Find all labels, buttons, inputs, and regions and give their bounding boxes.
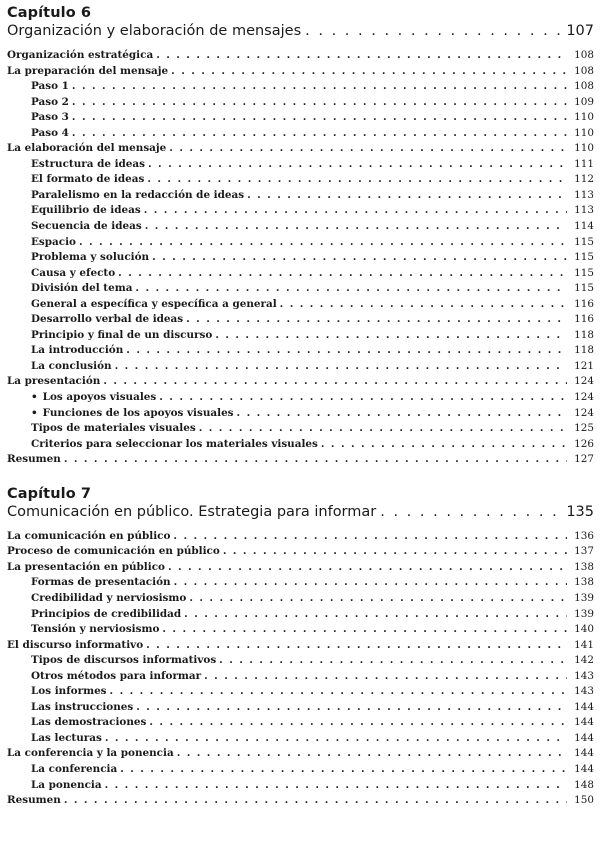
entry-page-number: 124 <box>574 406 594 419</box>
toc-entry[interactable] <box>7 622 594 638</box>
entry-page-number: 127 <box>574 453 594 466</box>
entry-page-number: 144 <box>574 731 594 744</box>
leader-dots <box>79 235 567 251</box>
entry-title: La introducción <box>31 344 124 357</box>
entry-page-number: 115 <box>574 235 594 248</box>
toc-entry[interactable] <box>7 312 594 328</box>
toc-entry[interactable] <box>7 560 594 576</box>
toc-entry[interactable] <box>7 544 594 560</box>
toc-entry[interactable] <box>7 157 594 173</box>
toc-entry[interactable] <box>7 653 594 669</box>
leader-dots <box>115 359 567 375</box>
leader-dots <box>118 266 567 282</box>
entry-page-number: 125 <box>574 422 594 435</box>
entry-title: Equilibrio de ideas <box>31 204 141 217</box>
chapter-title-line <box>7 22 594 40</box>
leader-dots <box>171 64 567 80</box>
leader-dots <box>280 297 567 313</box>
toc-entry[interactable] <box>7 684 594 700</box>
entry-title: La elaboración del mensaje <box>7 142 167 155</box>
leader-dots <box>105 731 567 747</box>
entry-title: General a específica y específica a general <box>31 297 277 310</box>
entry-title: Tensión y nerviosismo <box>31 623 160 636</box>
toc-entry[interactable] <box>7 48 594 64</box>
leader-dots <box>120 762 567 778</box>
chapter-7 <box>7 481 594 809</box>
leader-dots <box>72 79 567 95</box>
leader-dots <box>126 343 567 359</box>
leader-dots <box>184 607 567 623</box>
leader-dots <box>199 421 567 437</box>
entry-title: Otros métodos para informar <box>31 669 202 682</box>
entry-title: Resumen <box>7 453 61 466</box>
leader-dots <box>72 95 567 111</box>
entry-page-number: 110 <box>574 142 594 155</box>
toc-entry[interactable] <box>7 437 594 453</box>
entry-page-number: 144 <box>574 700 594 713</box>
entry-page-number: 124 <box>574 391 594 404</box>
entry-title: Paso 4 <box>31 126 69 139</box>
entry-page-number: 121 <box>574 359 594 372</box>
entry-page-number: 109 <box>574 95 594 108</box>
entry-title: Las instrucciones <box>31 700 134 713</box>
entry-title: Las demostraciones <box>31 716 147 729</box>
entry-page-number: 111 <box>574 157 594 170</box>
entry-title: Tipos de materiales visuales <box>31 422 196 435</box>
entry-title: La ponencia <box>31 778 102 791</box>
entry-title: Los informes <box>31 685 107 698</box>
leader-dots <box>64 452 567 468</box>
leader-dots <box>146 638 567 654</box>
entry-page-number: 139 <box>574 591 594 604</box>
entry-title: El discurso informativo <box>7 638 144 651</box>
entry-title: Paso 2 <box>31 95 69 108</box>
entry-page-number: 115 <box>574 282 594 295</box>
entry-page-number: 137 <box>574 545 594 558</box>
entry-page-number: 138 <box>574 576 594 589</box>
leader-dots <box>380 503 562 521</box>
entry-page-number: 113 <box>574 188 594 201</box>
entry-page-number: 108 <box>574 64 594 77</box>
table-of-contents <box>7 0 594 809</box>
entry-page-number: 139 <box>574 607 594 620</box>
entry-page-number: 143 <box>574 669 594 682</box>
leader-dots <box>162 622 567 638</box>
leader-dots <box>223 544 567 560</box>
entry-title: Formas de presentación <box>31 576 171 589</box>
chapter-title-line <box>7 503 594 521</box>
toc-entry[interactable] <box>7 250 594 266</box>
entry-page-number: 144 <box>574 747 594 760</box>
toc-entry[interactable] <box>7 390 594 406</box>
entry-title: Espacio <box>31 235 76 248</box>
entry-page-number: 150 <box>574 794 594 807</box>
chapter-page-number: 107 <box>566 23 594 39</box>
entry-title: Resumen <box>7 794 61 807</box>
entry-title: La presentación <box>7 375 101 388</box>
entry-title: Organización estratégica <box>7 49 154 61</box>
leader-dots <box>144 203 567 219</box>
entry-title: Proceso de comunicación en público <box>7 545 220 558</box>
leader-dots <box>147 172 567 188</box>
chapter-6 <box>7 0 594 468</box>
toc-entry[interactable] <box>7 188 594 204</box>
toc-entry[interactable] <box>7 266 594 282</box>
leader-dots <box>149 715 567 731</box>
chapter-title: Organización y elaboración de mensajes <box>7 23 302 39</box>
leader-dots <box>219 653 567 669</box>
leader-dots <box>169 141 567 157</box>
toc-entry[interactable] <box>7 79 594 95</box>
bullet-icon: • <box>31 391 38 404</box>
leader-dots <box>321 437 567 453</box>
chapter-label: Capítulo 7 <box>7 485 92 502</box>
toc-entry[interactable] <box>7 669 594 685</box>
entry-list <box>7 529 594 809</box>
toc-entry[interactable] <box>7 343 594 359</box>
entry-page-number: 113 <box>574 204 594 217</box>
entry-page-number: 142 <box>574 654 594 667</box>
leader-dots <box>168 560 567 576</box>
leader-dots <box>72 126 567 142</box>
leader-dots <box>186 312 567 328</box>
entry-page-number: 116 <box>574 297 594 310</box>
toc-entry[interactable] <box>7 529 594 545</box>
entry-title: La conclusión <box>31 359 112 372</box>
entry-title: Credibilidad y nerviosismo <box>31 591 187 604</box>
toc-entry[interactable] <box>7 359 594 375</box>
leader-dots <box>145 219 567 235</box>
bullet-icon: • <box>31 406 38 419</box>
entry-title: Problema y solución <box>31 251 150 264</box>
leader-dots <box>156 48 567 64</box>
toc-entry[interactable] <box>7 328 594 344</box>
entry-page-number: 144 <box>574 716 594 729</box>
leader-dots <box>189 591 567 607</box>
entry-page-number: 115 <box>574 251 594 264</box>
toc-entry[interactable] <box>7 452 594 468</box>
entry-page-number: 126 <box>574 437 594 450</box>
leader-dots <box>136 700 567 716</box>
toc-entry[interactable] <box>7 700 594 716</box>
leader-dots <box>215 328 567 344</box>
leader-dots <box>159 390 567 406</box>
leader-dots <box>72 110 567 126</box>
entry-page-number: 143 <box>574 685 594 698</box>
leader-dots <box>64 793 567 809</box>
leader-dots <box>177 746 567 762</box>
leader-dots <box>105 778 567 794</box>
entry-title: Criterios para seleccionar los materiales visuales <box>31 437 318 450</box>
entry-title: Principios de credibilidad <box>31 607 182 620</box>
entry-title: Secuencia de ideas <box>31 220 142 233</box>
entry-title: Principio y final de un discurso <box>31 328 213 341</box>
entry-page-number: 112 <box>574 173 594 186</box>
entry-page-number: 115 <box>574 266 594 279</box>
toc-entry[interactable] <box>7 762 594 778</box>
leader-dots <box>148 157 567 173</box>
entry-title: Los apoyos visuales <box>42 391 157 404</box>
leader-dots <box>152 250 567 266</box>
toc-entry[interactable] <box>7 219 594 235</box>
entry-page-number: 140 <box>574 623 594 636</box>
toc-entry[interactable] <box>7 95 594 111</box>
entry-title: Desarrollo verbal de ideas <box>31 313 184 326</box>
toc-entry[interactable] <box>7 235 594 251</box>
entry-page-number: 144 <box>574 762 594 775</box>
toc-entry[interactable] <box>7 110 594 126</box>
entry-page-number: 116 <box>574 313 594 326</box>
leader-dots <box>174 575 567 591</box>
entry-page-number: 108 <box>574 80 594 93</box>
toc-entry[interactable] <box>7 126 594 142</box>
toc-entry[interactable] <box>7 731 594 747</box>
entry-list <box>7 48 594 468</box>
entry-title: Funciones de los apoyos visuales <box>42 406 234 419</box>
leader-dots <box>305 22 562 40</box>
entry-page-number: 148 <box>574 778 594 791</box>
leader-dots <box>173 529 567 545</box>
entry-page-number: 141 <box>574 638 594 651</box>
leader-dots <box>247 188 567 204</box>
toc-entry[interactable] <box>7 172 594 188</box>
toc-entry[interactable] <box>7 715 594 731</box>
entry-title: Tipos de discursos informativos <box>31 654 217 667</box>
toc-entry[interactable] <box>7 297 594 313</box>
entry-page-number: 114 <box>574 220 594 233</box>
entry-title: La presentación en público <box>7 560 165 573</box>
entry-title: La conferencia y la ponencia <box>7 747 174 760</box>
entry-page-number: 124 <box>574 375 594 388</box>
toc-entry[interactable] <box>7 281 594 297</box>
leader-dots <box>103 374 567 390</box>
toc-entry[interactable] <box>7 374 594 390</box>
entry-title: Paralelismo en la redacción de ideas <box>31 188 245 201</box>
chapter-page-number: 135 <box>566 503 594 520</box>
leader-dots <box>135 281 567 297</box>
toc-entry[interactable] <box>7 607 594 623</box>
chapter-title: Comunicación en público. Estrategia para informar <box>7 503 377 520</box>
entry-page-number: 118 <box>574 328 594 341</box>
leader-dots <box>204 669 567 685</box>
entry-title: Paso 1 <box>31 80 69 93</box>
entry-title: La comunicación en público <box>7 529 171 542</box>
leader-dots <box>237 406 567 422</box>
toc-entry[interactable] <box>7 575 594 591</box>
entry-title: Estructura de ideas <box>31 157 146 170</box>
entry-title: Causa y efecto <box>31 266 116 279</box>
entry-title: Paso 3 <box>31 111 69 124</box>
toc-entry[interactable] <box>7 638 594 654</box>
toc-entry[interactable] <box>7 746 594 762</box>
toc-entry[interactable] <box>7 203 594 219</box>
entry-title: Las lecturas <box>31 731 102 744</box>
toc-entry[interactable] <box>7 591 594 607</box>
toc-entry[interactable] <box>7 64 594 80</box>
toc-entry[interactable] <box>7 793 594 809</box>
entry-page-number: 138 <box>574 560 594 573</box>
entry-page-number: 136 <box>574 529 594 542</box>
toc-entry[interactable] <box>7 406 594 422</box>
chapter-label: Capítulo 6 <box>7 5 92 21</box>
entry-page-number: 108 <box>574 49 594 61</box>
toc-entry[interactable] <box>7 778 594 794</box>
entry-title: División del tema <box>31 282 133 295</box>
entry-page-number: 110 <box>574 111 594 124</box>
entry-page-number: 118 <box>574 344 594 357</box>
entry-title: El formato de ideas <box>31 173 145 186</box>
entry-title: La preparación del mensaje <box>7 64 169 77</box>
toc-entry[interactable] <box>7 141 594 157</box>
toc-entry[interactable] <box>7 421 594 437</box>
leader-dots <box>110 684 567 700</box>
entry-title: La conferencia <box>31 762 118 775</box>
entry-page-number: 110 <box>574 126 594 139</box>
